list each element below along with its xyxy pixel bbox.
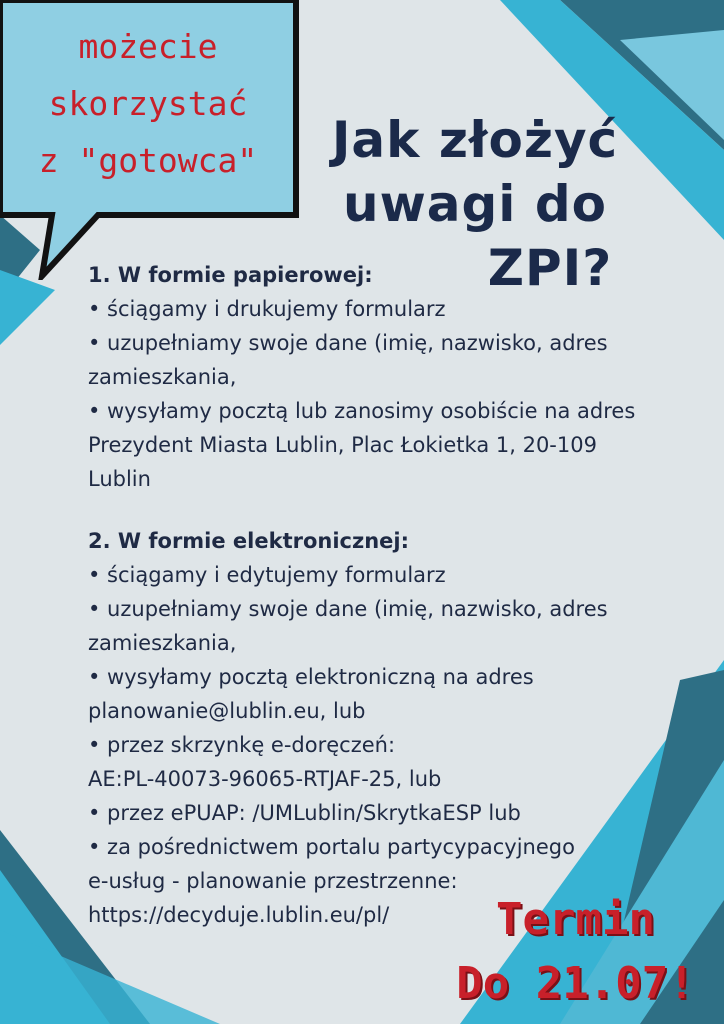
list-item-continuation: e-usług - planowanie przestrzenne: xyxy=(88,869,458,893)
list-item-continuation: zamieszkania, xyxy=(88,631,237,655)
title-line-1: Jak złożyć xyxy=(331,111,619,169)
left-shape-cyan xyxy=(0,270,55,345)
deadline-line-1: Termin xyxy=(496,894,655,945)
list-item: • przez skrzynkę e-doręczeń: xyxy=(88,733,396,757)
section-electronic-title: 2. W formie elektronicznej: xyxy=(88,529,410,553)
list-item: • przez ePUAP: /UMLublin/SkrytkaESP lub xyxy=(88,801,521,825)
title-line-3: ZPI? xyxy=(487,239,613,297)
edelivery-address: AE:PL-40073-96065-RTJAF-25, lub xyxy=(88,767,442,791)
instructions xyxy=(88,258,713,932)
section-paper-title: 1. W formie papierowej: xyxy=(88,263,373,287)
list-item-continuation: zamieszkania, xyxy=(88,365,237,389)
list-item: • ściągamy i drukujemy formularz xyxy=(88,297,446,321)
list-item: • za pośrednictwem portalu partycypacyjnego xyxy=(88,835,575,859)
bubble-line-3: z "gotowca" xyxy=(38,141,258,180)
portal-url: https://decyduje.lublin.eu/pl/ xyxy=(88,903,390,927)
bubble-line-1: możecie xyxy=(78,27,218,66)
bubble-line-2: skorzystać xyxy=(48,84,248,123)
list-item: • wysyłamy pocztą elektroniczną na adres xyxy=(88,665,534,689)
address-text: Lublin xyxy=(88,467,151,491)
email-address: planowanie@lublin.eu, lub xyxy=(88,699,366,723)
list-item: • ściągamy i edytujemy formularz xyxy=(88,563,446,587)
title-line-2: uwagi do xyxy=(342,175,607,233)
deadline-text xyxy=(438,888,713,1016)
list-item: • wysyłamy pocztą lub zanosimy osobiście na adres xyxy=(88,399,636,423)
list-item: • uzupełniamy swoje dane (imię, nazwisko, adres xyxy=(88,597,608,621)
speech-bubble-text xyxy=(8,18,288,189)
list-item: • uzupełniamy swoje dane (imię, nazwisko, adres xyxy=(88,331,608,355)
address-text: Prezydent Miasta Lublin, Plac Łokietka 1, 20-109 xyxy=(88,433,597,457)
deadline-line-2: Do 21.07! xyxy=(456,958,695,1009)
